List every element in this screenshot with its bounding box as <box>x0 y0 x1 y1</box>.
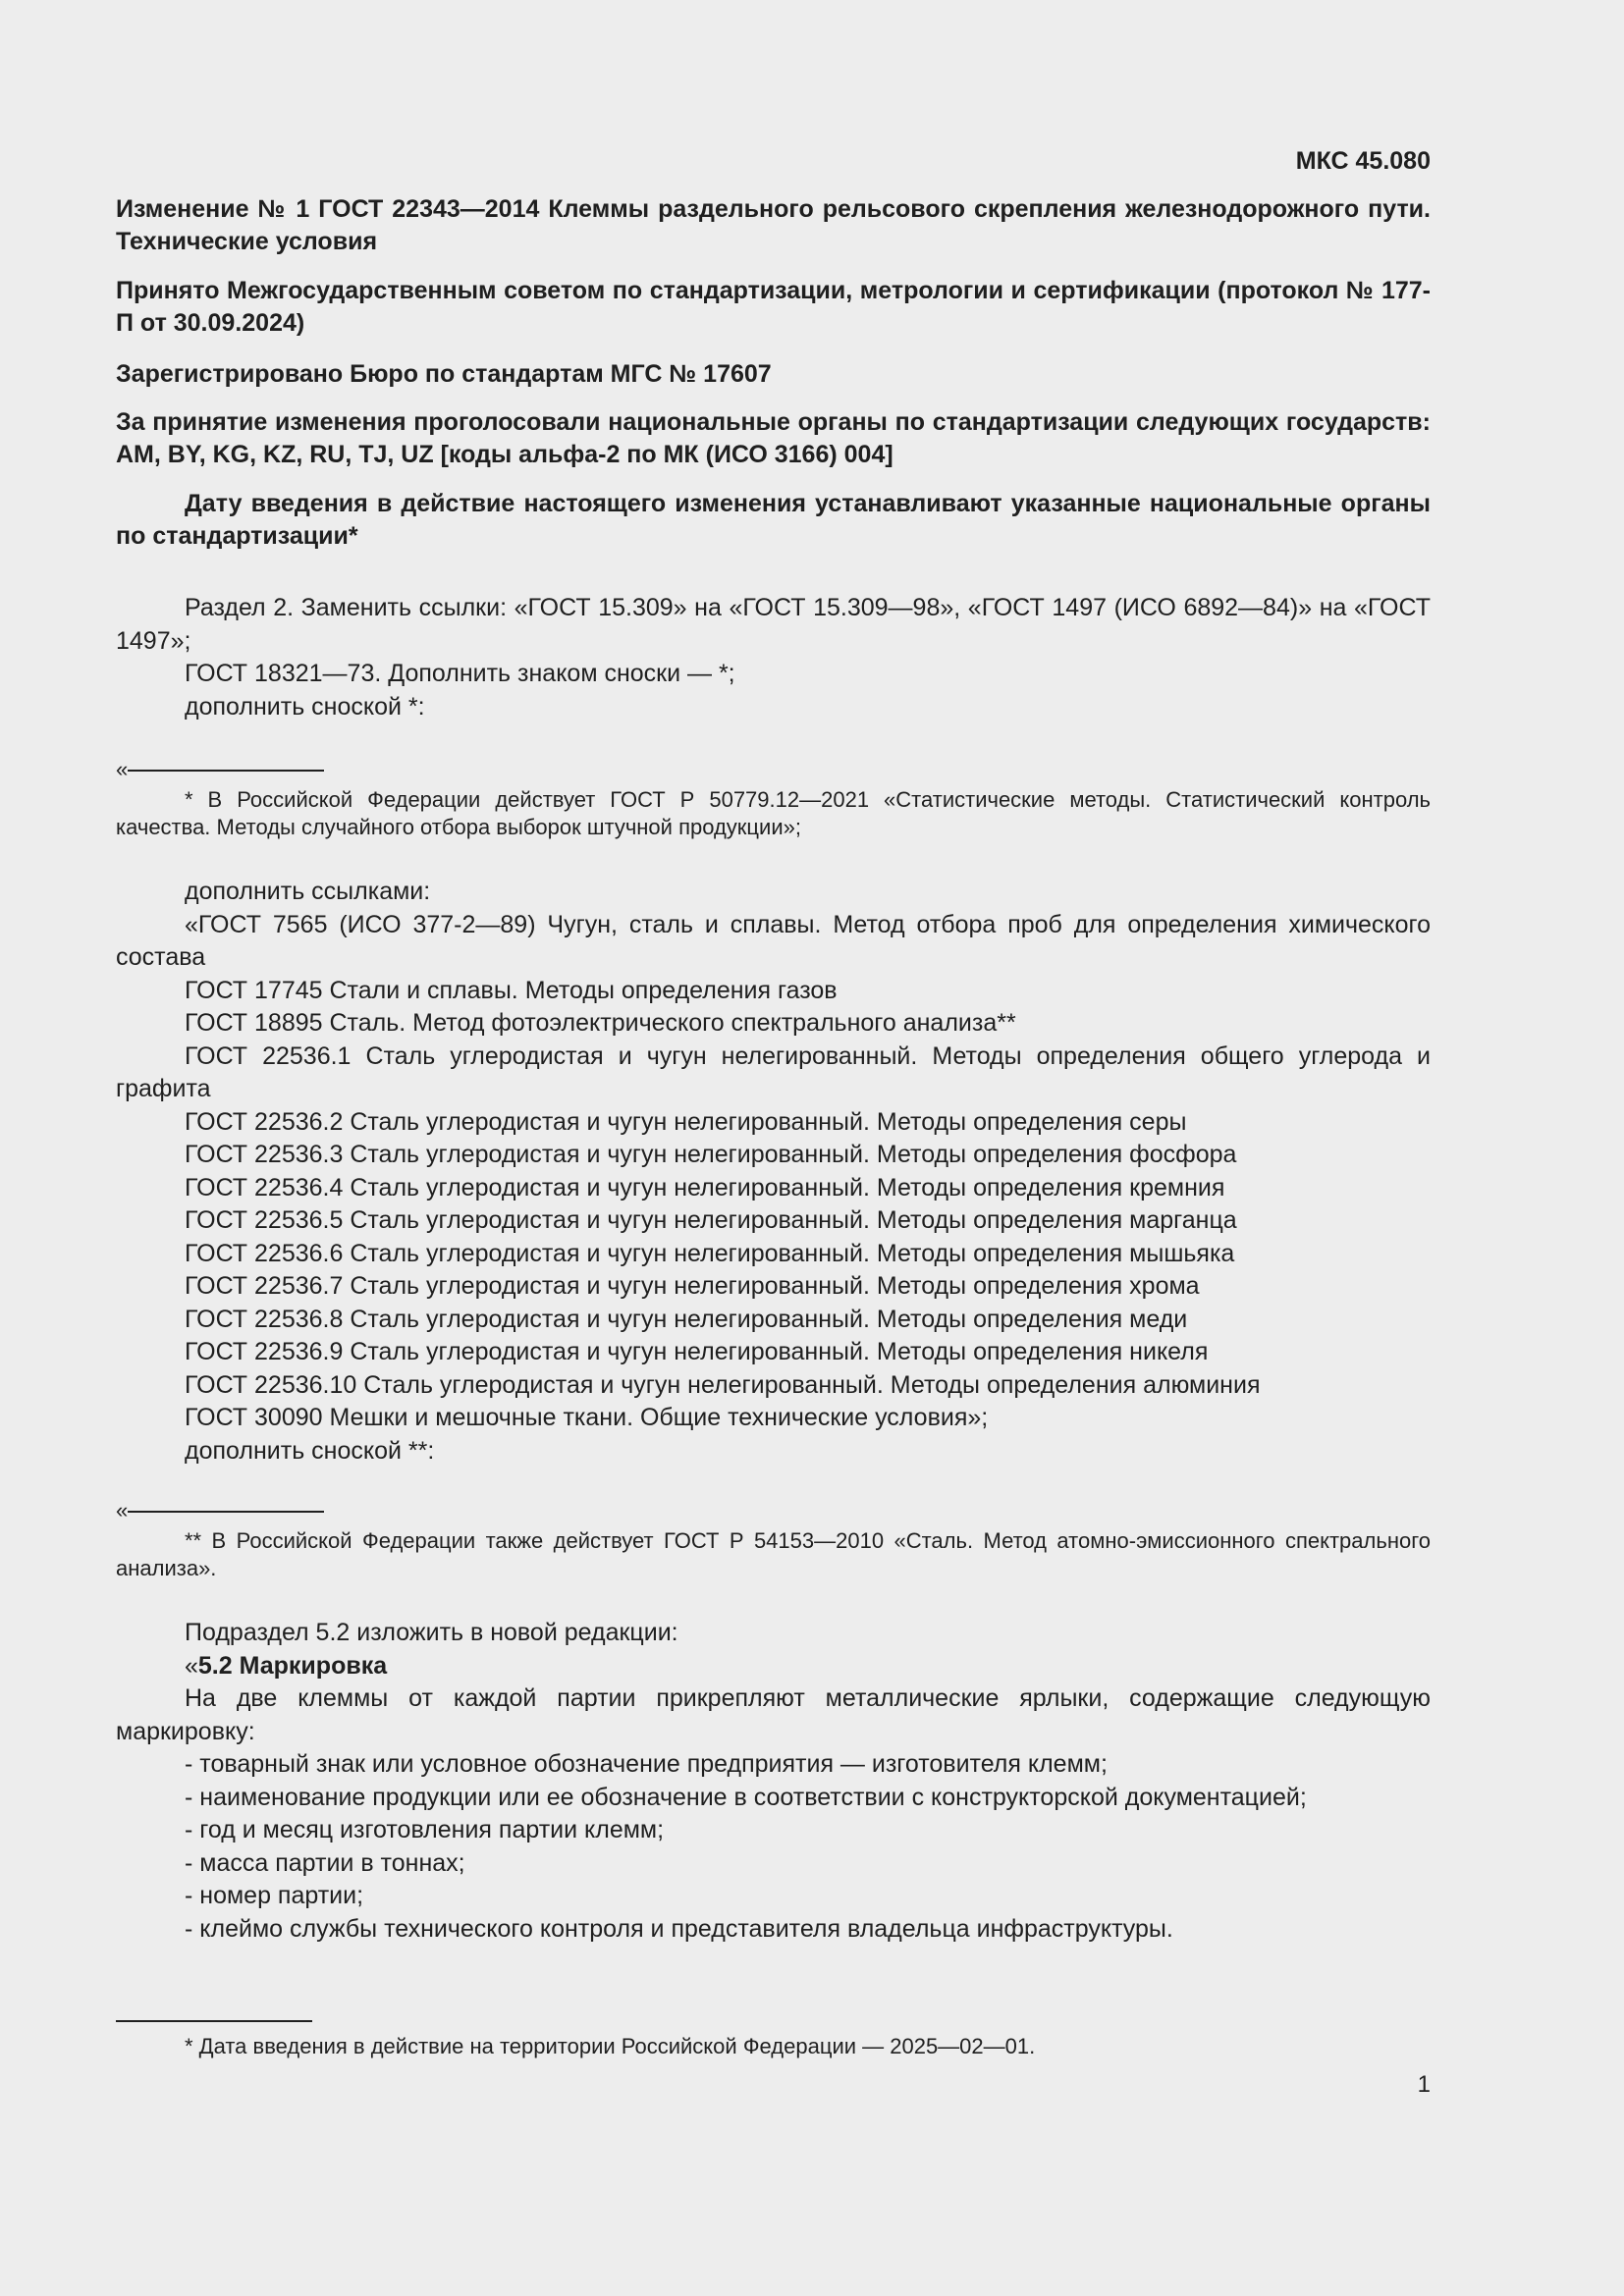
page-number: 1 <box>1417 2071 1431 2098</box>
marking-paragraph: На две клеммы от каждой партии прикрепляют металлические ярлыки, содержащие следующую маркировку: <box>116 1684 1431 1745</box>
subsection52-heading: 5.2 Маркировка <box>197 1651 388 1680</box>
reference-item: ГОСТ 30090 Мешки и мешочные ткани. Общие технические условия»; <box>185 1404 989 1431</box>
section2-block <box>116 592 1431 723</box>
footnote1-text: * В Российской Федерации действует ГОСТ Р 50779.12—2021 «Статистические методы. Статистический контроль качества. Методы случайного отбора выборок штучной продукции»; <box>116 787 1431 839</box>
footnote1-rule <box>128 770 324 772</box>
reference-item: ГОСТ 18895 Сталь. Метод фотоэлектрического спектрального анализа** <box>185 1009 1016 1037</box>
mks-code: МКС 45.080 <box>1295 147 1431 175</box>
subsection52-heading-line <box>116 1650 1431 1683</box>
footnote2-text: ** В Российской Федерации также действует ГОСТ Р 54153—2010 «Сталь. Метод атомно-эмиссионного спектрального анализа». <box>116 1528 1431 1580</box>
subsection52-block <box>116 1617 1431 1946</box>
effective-date-note: Дату введения в действие настоящего изменения устанавливают указанные национальные органы по стандартизации* <box>116 490 1431 550</box>
section2-line-3: дополнить сноской *: <box>185 692 425 721</box>
footnote1-open-quote: « <box>116 757 129 781</box>
subsection52-intro: Подраздел 5.2 изложить в новой редакции: <box>185 1619 678 1646</box>
marking-list-item: - масса партии в тоннах; <box>185 1848 465 1877</box>
reference-item: «ГОСТ 7565 (ИСО 377-2—89) Чугун, сталь и сплавы. Метод отбора проб для определения химического состава <box>116 910 1431 971</box>
references-block <box>116 876 1431 1468</box>
marking-list-item: - год и месяц изготовления партии клемм; <box>185 1816 665 1843</box>
reference-item: ГОСТ 17745 Стали и сплавы. Методы определения газов <box>185 976 838 1004</box>
page-footnote-rule <box>116 2020 312 2022</box>
marking-list-item: - номер партии; <box>185 1882 364 1909</box>
reference-item: ГОСТ 22536.5 Сталь углеродистая и чугун нелегированный. Методы определения марганца <box>185 1206 1237 1234</box>
reference-item: ГОСТ 22536.4 Сталь углеродистая и чугун нелегированный. Методы определения кремния <box>185 1173 1225 1201</box>
document-page <box>116 0 1431 2296</box>
heading-open-quote: « <box>185 1651 198 1680</box>
reference-item: ГОСТ 22536.3 Сталь углеродистая и чугун нелегированный. Методы определения фосфора <box>185 1141 1237 1168</box>
reference-item: ГОСТ 22536.9 Сталь углеродистая и чугун нелегированный. Методы определения никеля <box>185 1338 1209 1365</box>
page-footnote-text: * Дата введения в действие на территории Российской Федерации — 2025—02—01. <box>185 2034 1036 2058</box>
references-outro: дополнить сноской **: <box>185 1436 435 1465</box>
reference-item: ГОСТ 22536.7 Сталь углеродистая и чугун нелегированный. Методы определения хрома <box>185 1272 1200 1300</box>
footnote2-rule <box>128 1511 324 1513</box>
footnote2-open-quote: « <box>116 1498 129 1522</box>
section2-line-2: ГОСТ 18321—73. Дополнить знаком сноски — *; <box>185 660 735 687</box>
marking-list-item: - наименование продукции или ее обозначение в соответствии с конструкторской документацией; <box>185 1783 1307 1811</box>
reference-item: ГОСТ 22536.6 Сталь углеродистая и чугун нелегированный. Методы определения мышьяка <box>185 1239 1235 1267</box>
registration-statement: Зарегистрировано Бюро по стандартам МГС № 17607 <box>116 360 772 388</box>
reference-item: ГОСТ 22536.10 Сталь углеродистая и чугун нелегированный. Методы определения алюминия <box>185 1370 1261 1399</box>
amendment-title: Изменение № 1 ГОСТ 22343—2014 Клеммы раздельного рельсового скрепления железнодорожного пути. Технические условия <box>116 195 1431 255</box>
reference-item: ГОСТ 22536.2 Сталь углеродистая и чугун нелегированный. Методы определения серы <box>185 1107 1187 1136</box>
voting-statement: За принятие изменения проголосовали национальные органы по стандартизации следующих государств: AM, BY, KG, KZ, RU, TJ, UZ [коды альфа-2 по МК (ИСО 3166) 004] <box>116 408 1431 468</box>
references-intro: дополнить ссылками: <box>185 878 431 905</box>
reference-item: ГОСТ 22536.1 Сталь углеродистая и чугун нелегированный. Методы определения общего углерода и графита <box>116 1041 1431 1102</box>
adopted-statement: Принято Межгосударственным советом по стандартизации, метрологии и сертификации (протокол № 177-П от 30.09.2024) <box>116 277 1431 337</box>
section2-line-1: Раздел 2. Заменить ссылки: «ГОСТ 15.309» на «ГОСТ 15.309—98», «ГОСТ 1497 (ИСО 6892—84)» на «ГОСТ 1497»; <box>116 594 1431 655</box>
reference-item: ГОСТ 22536.8 Сталь углеродистая и чугун нелегированный. Методы определения меди <box>185 1305 1188 1333</box>
marking-list-item: - товарный знак или условное обозначение предприятия — изготовителя клемм; <box>185 1750 1108 1778</box>
marking-list-item: - клеймо службы технического контроля и представителя владельца инфраструктуры. <box>185 1914 1173 1943</box>
